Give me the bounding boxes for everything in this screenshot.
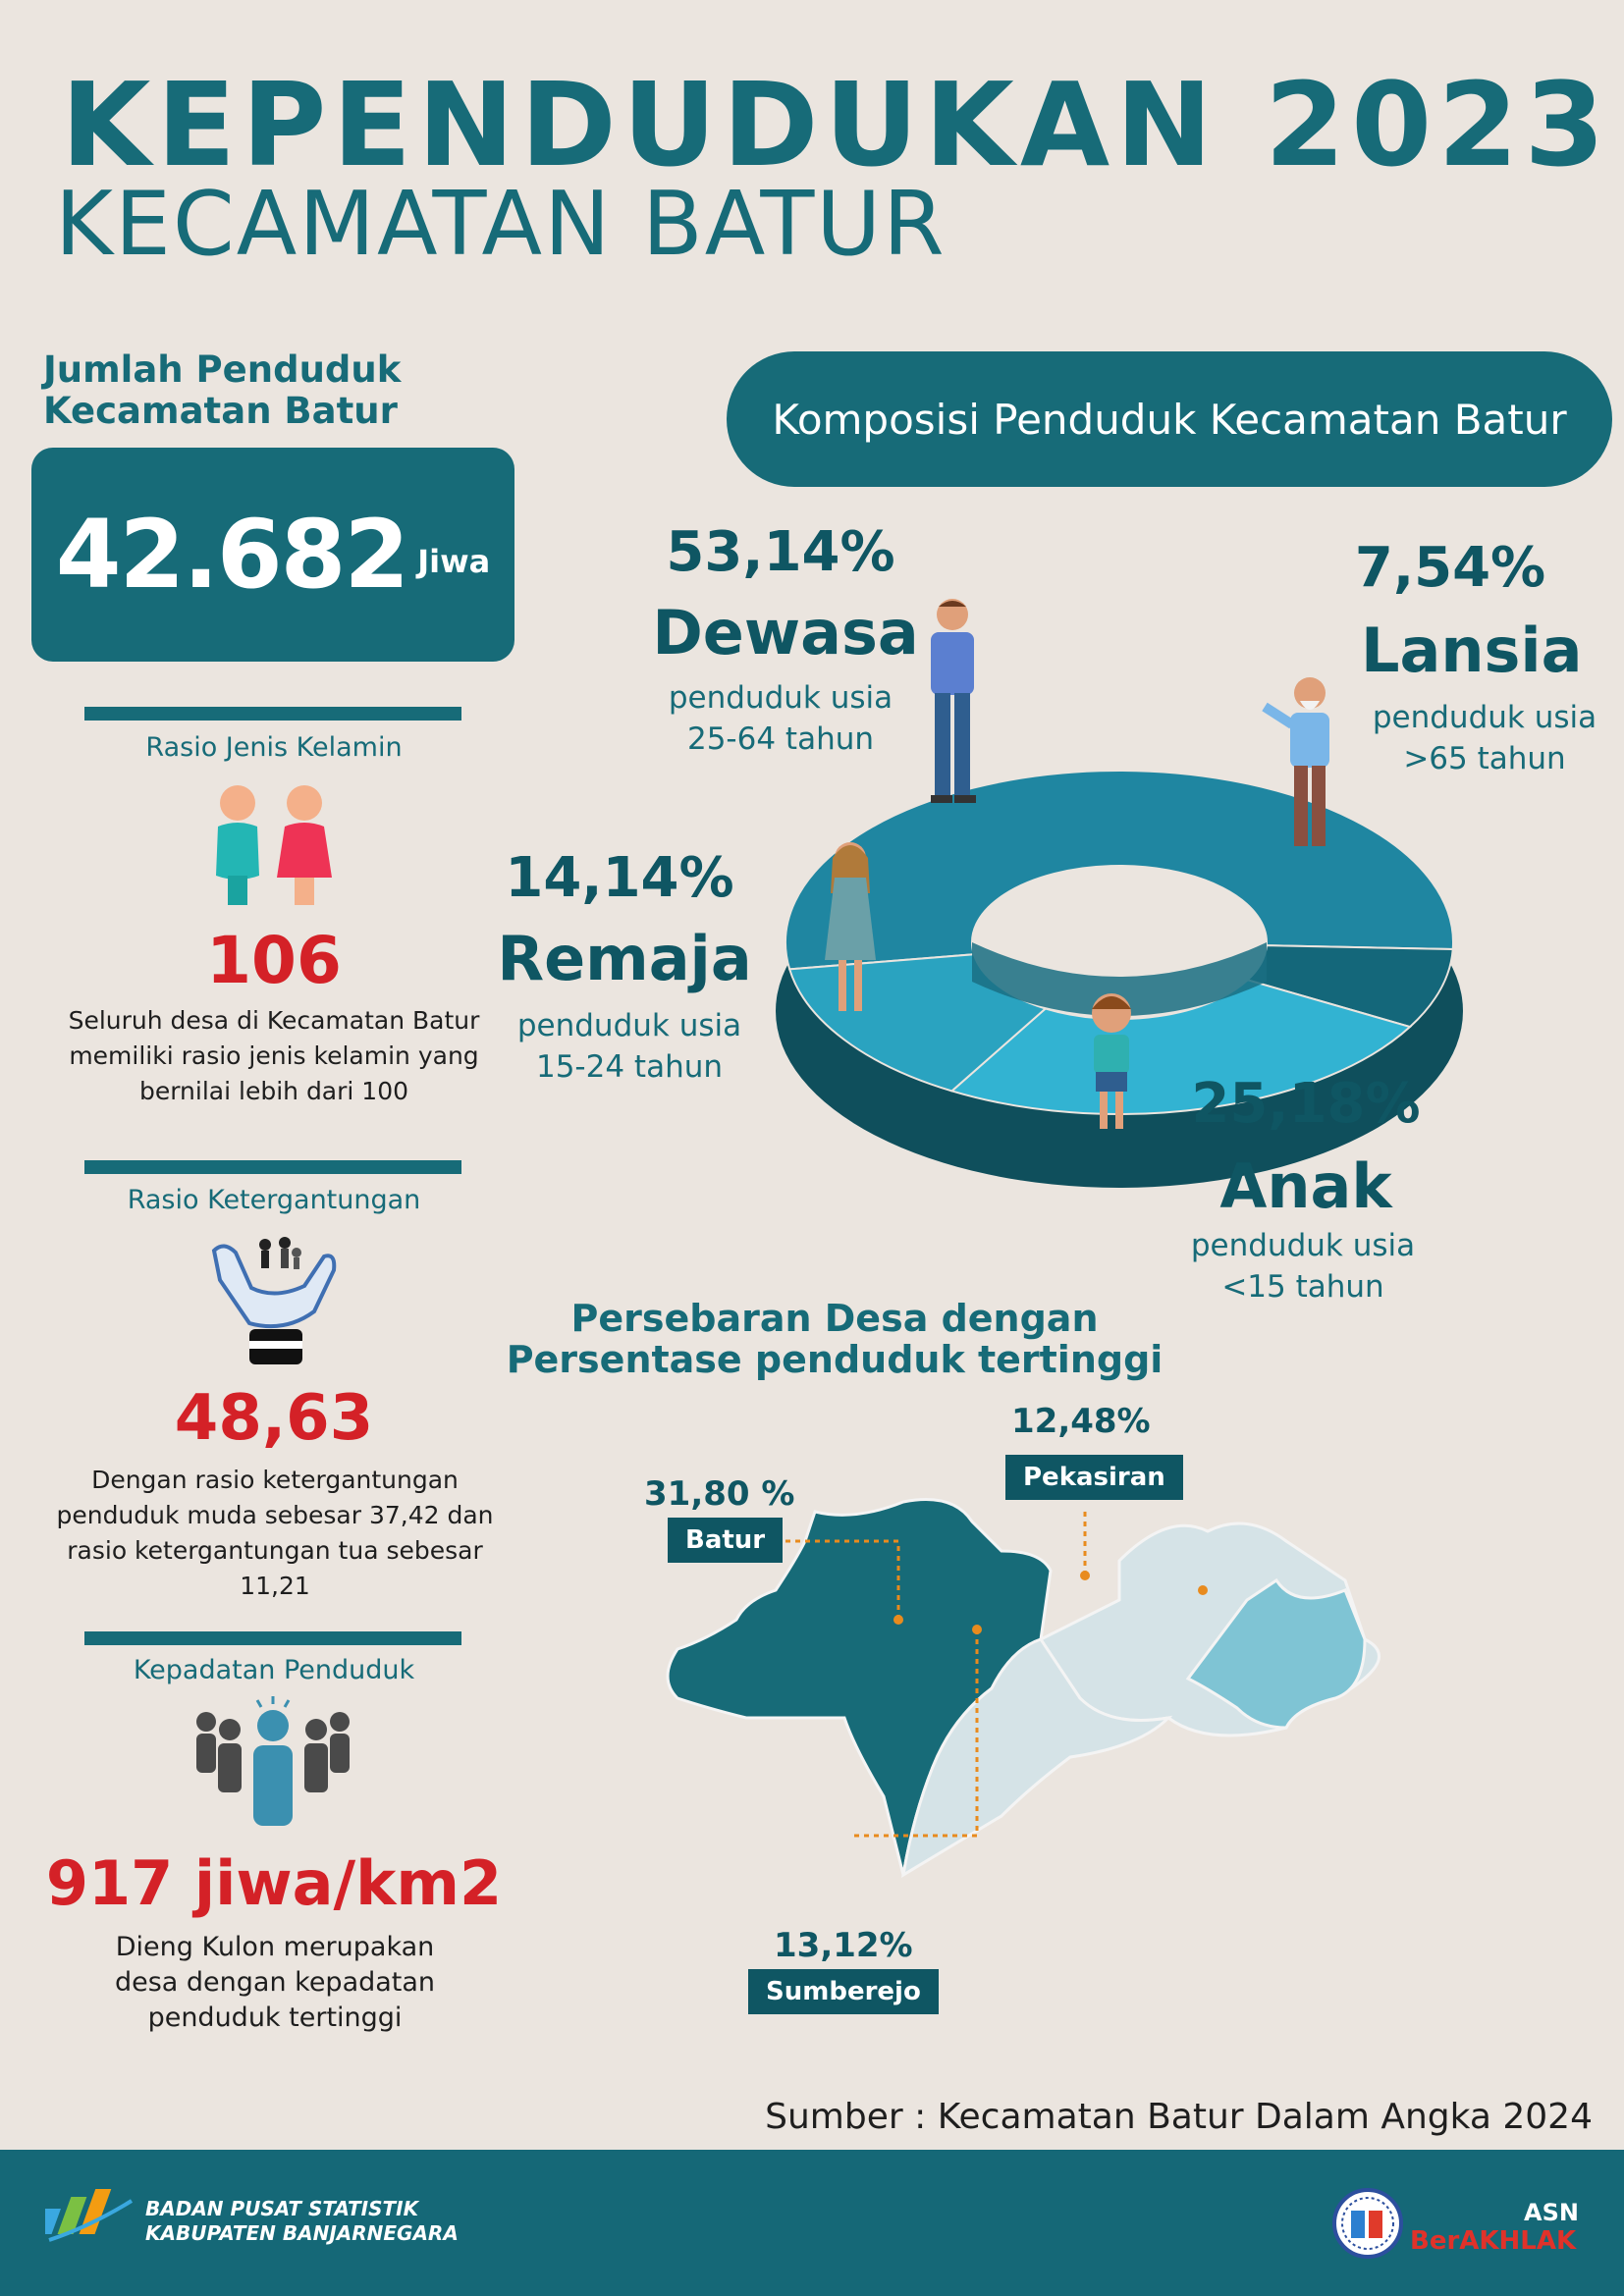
village-map	[658, 1492, 1542, 1944]
total-population-value: 42.682	[55, 500, 408, 610]
asn-text: ASN	[1524, 2199, 1579, 2226]
adult-man-illustration	[913, 593, 992, 809]
bps-line2: KABUPATEN BANJARNEGARA	[145, 2221, 459, 2245]
density-label: Kepadatan Penduduk	[133, 1655, 415, 1685]
density-value: 917 jiwa/km2	[45, 1847, 503, 1919]
anak-pct: 25,18%	[1191, 1072, 1421, 1136]
dependency-value: 48,63	[174, 1382, 374, 1455]
dependency-label: Rasio Ketergantungan	[127, 1185, 421, 1215]
batur-pct: 31,80 %	[644, 1474, 795, 1514]
sumberejo-tag: Sumberejo	[748, 1969, 939, 2014]
crowd-icon	[185, 1692, 361, 1836]
density-desc: Dieng Kulon merupakan desa dengan kepadatan penduduk tertinggi	[114, 1932, 436, 2033]
remaja-desc: penduduk usia 15-24 tahun	[516, 1008, 742, 1085]
lansia-desc: penduduk usia >65 tahun	[1372, 700, 1597, 776]
total-population-box	[31, 448, 514, 662]
berakhlak-text: BerAKHLAK	[1410, 2226, 1577, 2256]
total-population-unit: Jiwa	[417, 543, 491, 580]
source-note: Sumber : Kecamatan Batur Dalam Angka 2024	[765, 2097, 1593, 2137]
teen-girl-illustration	[811, 836, 890, 1019]
sex-ratio-label: Rasio Jenis Kelamin	[145, 732, 403, 763]
anak-desc: penduduk usia <15 tahun	[1190, 1228, 1416, 1305]
bps-logo-icon	[45, 2187, 135, 2250]
page-subtitle: KECAMATAN BATUR	[55, 173, 947, 276]
total-population-label: Jumlah Penduduk Kecamatan Batur	[43, 348, 402, 432]
page-title: KEPENDUDUKAN 2023	[61, 57, 1611, 192]
lansia-name: Lansia	[1361, 614, 1583, 686]
pekasiran-tag: Pekasiran	[1005, 1455, 1183, 1500]
reformasi-birokrasi-logo-icon	[1331, 2187, 1404, 2260]
sex-ratio-value: 106	[206, 923, 342, 998]
lansia-pct: 7,54%	[1354, 536, 1546, 600]
elderly-man-illustration	[1257, 671, 1355, 858]
remaja-name: Remaja	[497, 923, 752, 994]
batur-tag: Batur	[668, 1518, 783, 1563]
sex-ratio-desc: Seluruh desa di Kecamatan Batur memiliki rasio jenis kelamin yang bernilai lebih dari 100	[68, 1006, 480, 1105]
pekasiran-pct: 12,48%	[1011, 1402, 1151, 1441]
bps-org-name	[145, 2197, 459, 2246]
anak-name: Anak	[1219, 1150, 1392, 1222]
map-title: Persebaran Desa dengan Persentase penduduk tertinggi	[506, 1297, 1164, 1381]
sumberejo-pct: 13,12%	[774, 1926, 913, 1965]
divider-density	[84, 1631, 461, 1645]
dewasa-name: Dewasa	[652, 597, 919, 668]
remaja-pct: 14,14%	[505, 846, 734, 910]
male-female-icon	[206, 781, 344, 909]
divider-dependency	[84, 1160, 461, 1174]
dewasa-pct: 53,14%	[666, 520, 895, 584]
dependency-desc: Dengan rasio ketergantungan penduduk muda sebesar 37,42 dan rasio ketergantungan tua sebesar 11,21	[56, 1466, 494, 1600]
composition-title-pill: Komposisi Penduduk Kecamatan Batur	[727, 351, 1612, 487]
dewasa-desc: penduduk usia 25-64 tahun	[668, 680, 893, 757]
hand-holding-people-icon	[206, 1231, 344, 1374]
bps-line1: BADAN PUSAT STATISTIK	[145, 2197, 419, 2220]
child-boy-illustration	[1078, 989, 1147, 1139]
divider-sex-ratio	[84, 707, 461, 721]
